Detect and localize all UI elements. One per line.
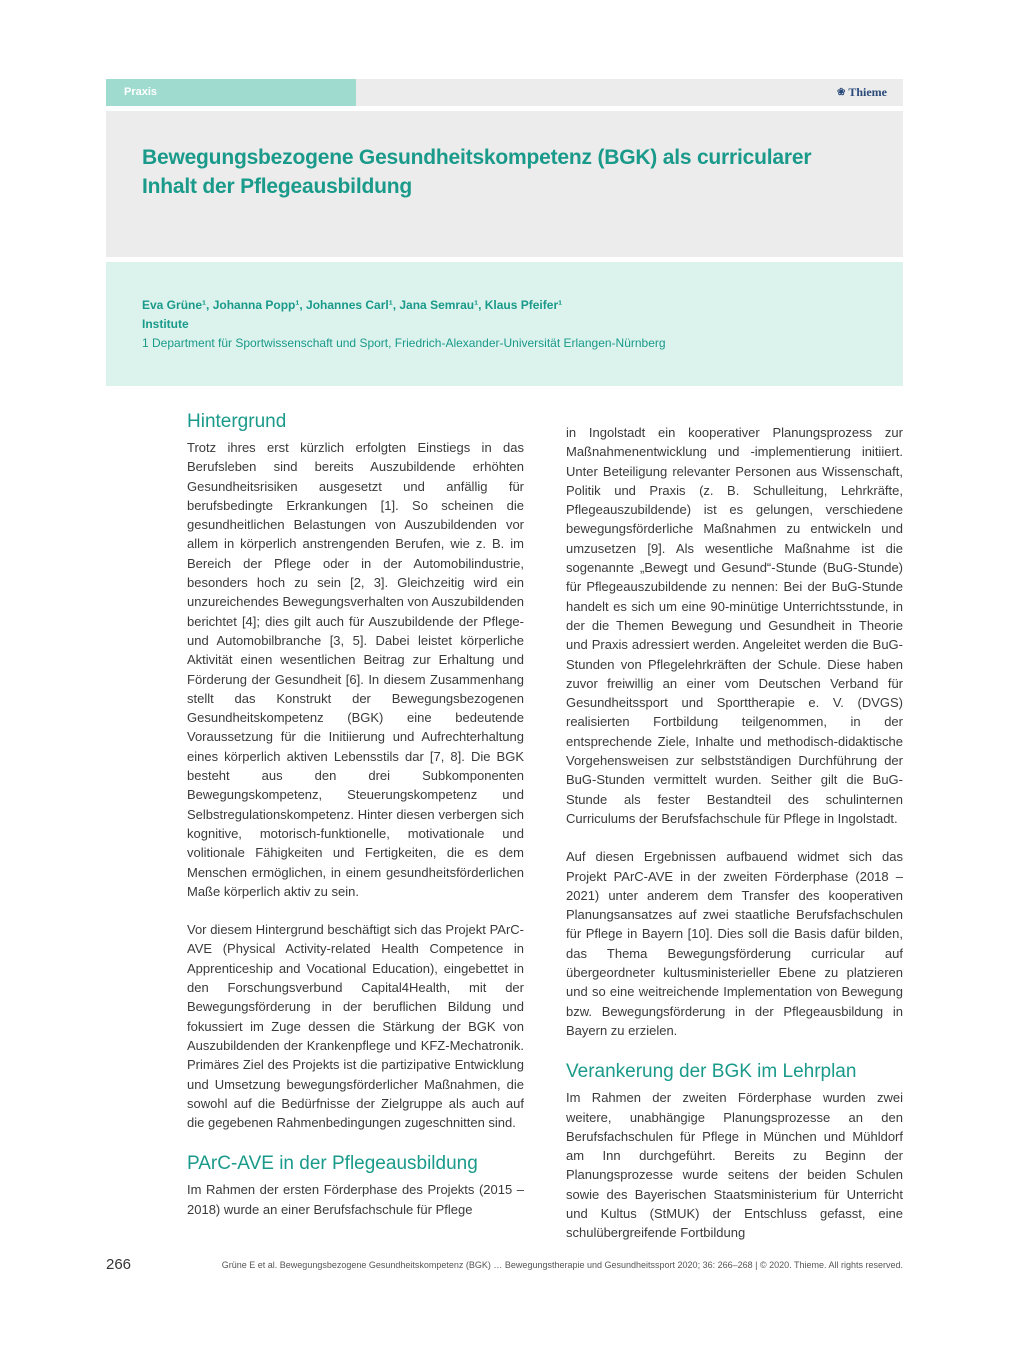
institute-label: Institute xyxy=(142,317,189,331)
paragraph: in Ingolstadt ein kooperativer Planungsprozess zur Maßnahmenentwicklung und -implementierung initiiert. Unter Beteiligung relevanter Personen aus Wissenschaft, Politik und Praxis (z. B. Schulleitung, Lehrkräfte, Pflegeauszubildende) ist es gelungen, verschiedene bewegungsförderliche Maßnahmen zu entwickeln und umzusetzen [9]. Als wesentliche Maßnahme ist die sogenannte „Bewegt und Gesund“-Stunde (BuG-Stunde) für Pflegeauszubildende zu nennen: Bei der BuG-Stunde handelt es sich um eine 90-minütige Unterrichtsstunde, in der die Themen Bewegung und Gesundheit in Theorie und Praxis adressiert werden. Angeleitet werden die BuG-Stunden von Pflegelehrkräften der Schule. Diese haben zuvor freiwillig an einer vom Deutschen Verband für Gesundheitssport und Sporttherapie e. V. (DVGS) realisierten Fortbildung teilgenommen, in der entsprechende Ziele, Inhalte und methodisch-didaktische Vorgehensweisen zur selbstständigen Durchführung der BuG-Stunden vermittelt wurden. Seither gilt die BuG-Stunde als fester Bestandteil des schulinternen Curriculums der Berufsfachschule für Pflege in Ingolstadt. xyxy=(566,425,903,826)
heading-verankerung: Verankerung der BGK im Lehrplan xyxy=(566,1061,857,1083)
thieme-logo-icon: ❀ xyxy=(836,87,846,98)
paragraph: Im Rahmen der zweiten Förderphase wurden zwei weitere, unabhängige Planungsprozesse an den Berufsfachschulen für Pflege in München und Mühldorf am Inn durchgeführt. Bereits zu Beginn der Planungsprozesse wurde seitens der beiden Schulen sowie des Bayerischen Staatsministerium für Unterricht und Kultus (StMUK) der Entschluss gefasst, eine schulübergreifende Fortbildung xyxy=(566,1090,903,1241)
paragraph: Im Rahmen der ersten Förderphase des Projekts (2015 – 2018) wurde an einer Berufsfachschule für Pflege xyxy=(187,1182,524,1217)
left-column xyxy=(187,409,524,1238)
page-number: 266 xyxy=(106,1256,132,1273)
author-list: Eva Grüne¹, Johanna Popp¹, Johannes Carl¹, Jana Semrau¹, Klaus Pfeifer¹ xyxy=(142,298,563,312)
heading-hintergrund: Hintergrund xyxy=(187,411,287,432)
page-footer xyxy=(106,1256,903,1276)
publisher-name: Thieme xyxy=(848,85,887,99)
title-box xyxy=(106,111,903,257)
institute-affiliation: 1 Department für Sportwissenschaft und Sport, Friedrich-Alexander-Universität Erlangen-Nürnberg xyxy=(142,336,666,350)
author-box xyxy=(106,262,903,386)
paragraph: Trotz ihres erst kürzlich erfolgten Einstiegs in das Berufsleben sind bereits Auszubildende erhöhten Gesundheitsrisiken ausgesetzt und anfällig für berufsbedingte Erkrankungen [1]. So scheinen die gesundheitlichen Belastungen von Auszubildenden vor allem in körperlich anstrengenden Berufen, wie z. B. im Bereich der Pflege oder in der Automobilindustrie, besonders hoch zu sein [2, 3]. Gleichzeitig wird ein unzureichendes Bewegungsverhalten von Auszubildenden berichtet [4]; dies gilt auch für Auszubildende der Pflege- und Automobilbranche [3, 5]. Dabei leistet körperliche Aktivität einen wesentlichen Beitrag zur Erhaltung und Förderung der Gesundheit [6]. In diesem Zusammenhang stellt das Konstrukt der Bewegungsbezogenen Gesundheitskompetenz (BGK) eine bedeutende Voraussetzung für die Initiierung und Aufrechterhaltung eines körperlich aktiven Lebensstils dar [7, 8]. Die BGK besteht aus den drei Subkomponenten Bewegungskompetenz, Steuerungskompetenz und Selbstregulationskompetenz. Hinter diesen verbergen sich kognitive, motorisch-funktionelle, motivationale und volitionale Fähigkeiten und Fertigkeiten, die es dem Menschen ermöglichen, in einem gesundheitsförderlichen Maße körperlich aktiv zu sein. xyxy=(187,440,524,899)
article-title: Bewegungsbezogene Gesundheitskompetenz (BGK) als curricularer Inhalt der Pflegeausbildung xyxy=(142,146,812,198)
paragraph: Vor diesem Hintergrund beschäftigt sich das Projekt PArC-AVE (Physical Activity-related Health Competence in Apprenticeship and Vocational Education), eingebettet in den Forschungsverbund Capital4Health, mit der Bewegungsförderung in der beruflichen Bildung und fokussiert im Zuge dessen die Stärkung der BGK von Auszubildenden der Krankenpflege und KFZ-Mechatronik. Primäres Ziel des Projekts ist die partizipative Entwicklung und Umsetzung bewegungsförderlicher Maßnahmen, die sowohl auf die Bedürfnisse der Zielgruppe als auch auf die gegebenen Rahmenbedingungen zugeschnitten sind. xyxy=(187,922,524,1131)
citation-line: Grüne E et al. Bewegungsbezogene Gesundheitskompetenz (BGK) … Bewegungstherapie und Gesundheitssport 2020; 36: 266–268 | © 2020. Thieme. All rights reserved. xyxy=(221,1260,903,1270)
section-label: Praxis xyxy=(106,79,356,106)
right-column xyxy=(566,423,903,1262)
heading-parc-ave: PArC-AVE in der Pflegeausbildung xyxy=(187,1153,478,1175)
publisher-logo xyxy=(837,79,887,106)
paragraph: Auf diesen Ergebnissen aufbauend widmet sich das Projekt PArC-AVE in der zweiten Förderphase (2018 – 2021) unter anderem dem Transfer des kooperativen Planungsansatzes auf zwei staatliche Berufsfachschulen für Pflege in Bayern [10]. Dies soll die Basis dafür bilden, das Thema Bewegungsförderung curricular auf übergeordneter kultusministerieller Ebene zu platzieren und so eine weitreichende Implementation von Bewegung bzw. Bewegungsförderung in der Pflegeausbildung in Bayern zu erzielen. xyxy=(566,849,903,1038)
journal-header-bar xyxy=(106,79,903,106)
